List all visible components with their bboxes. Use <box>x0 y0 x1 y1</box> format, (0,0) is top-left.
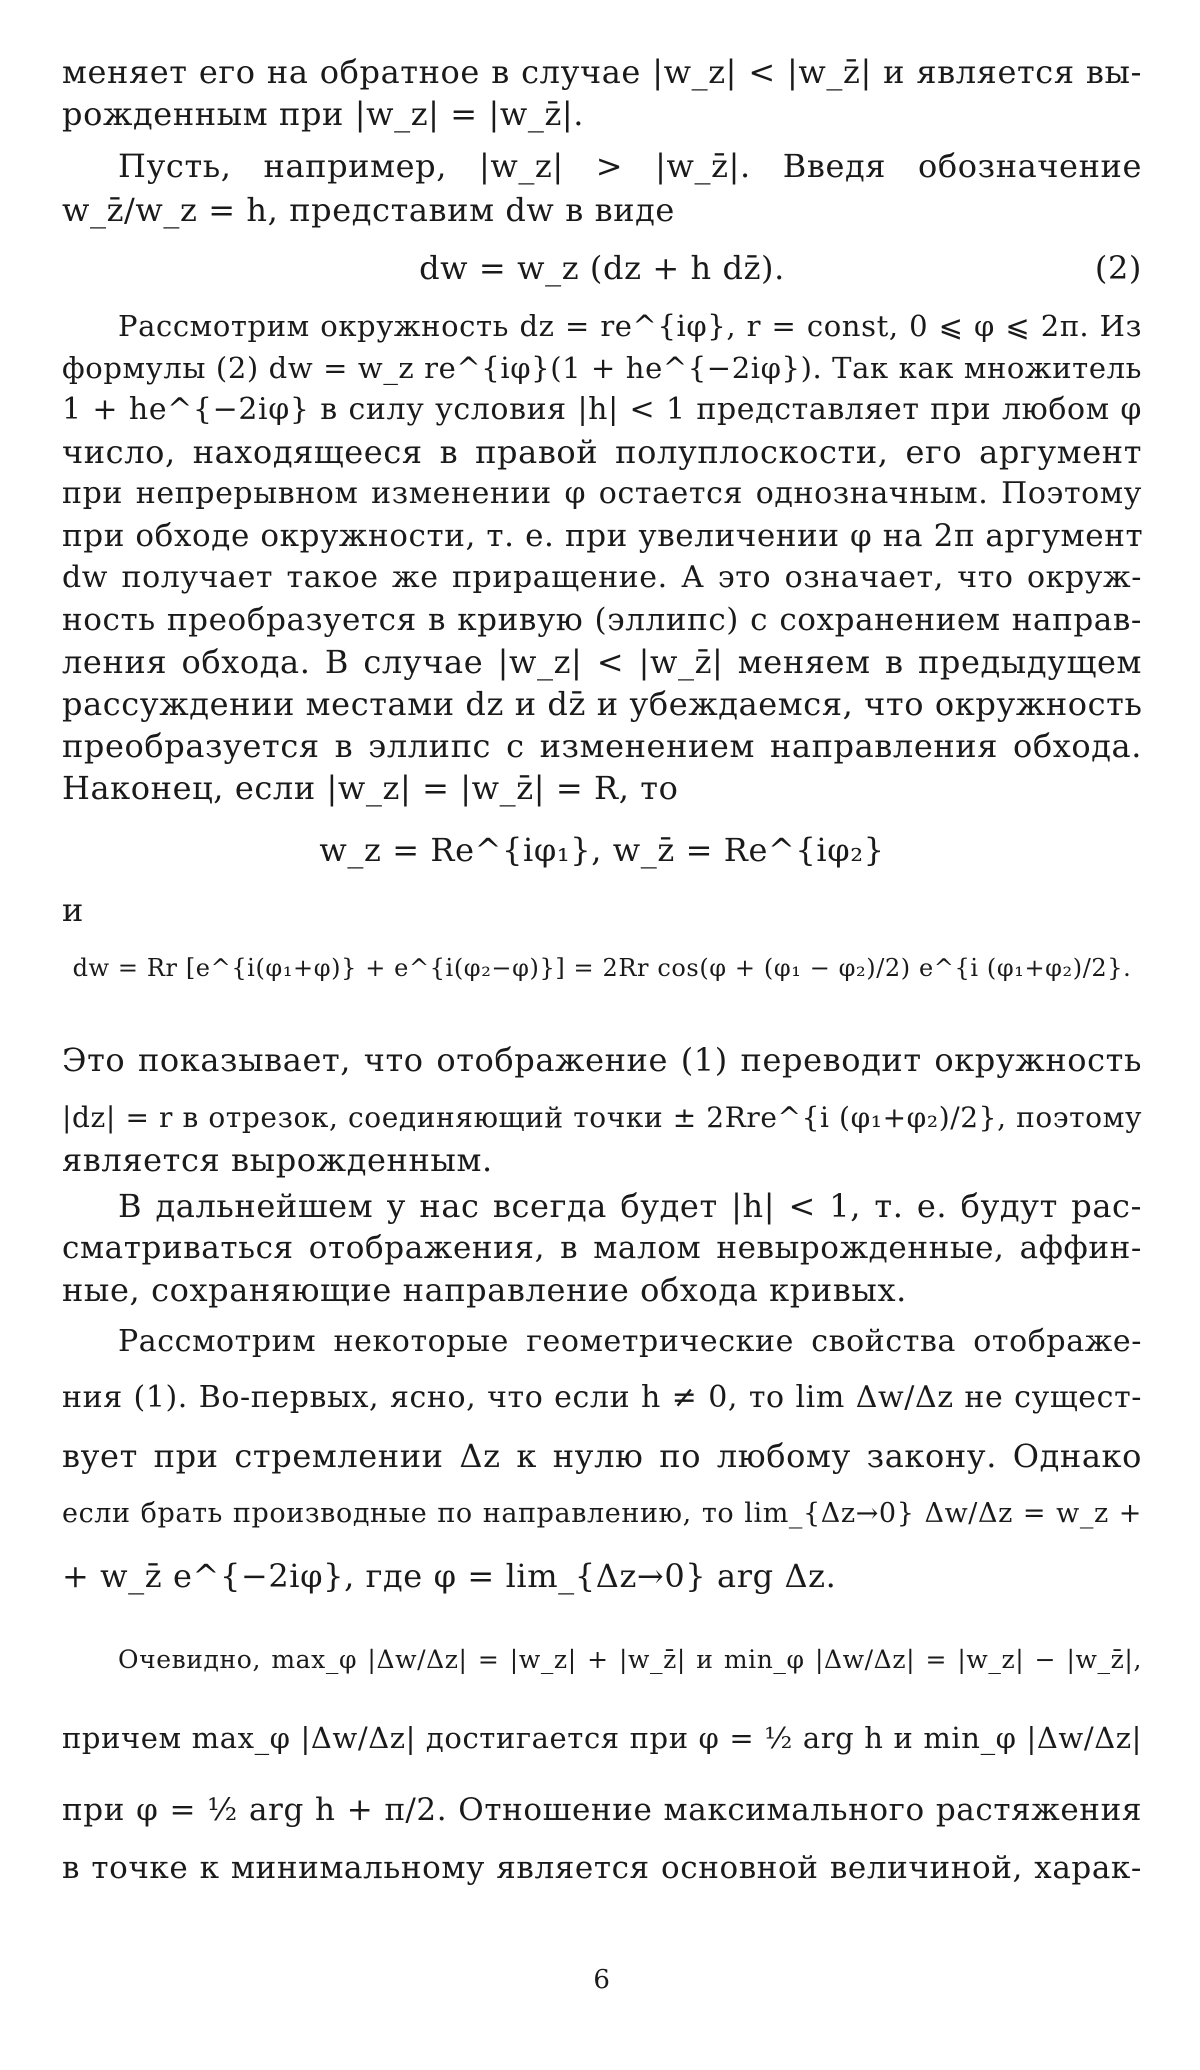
text-line: Наконец, если |w_z| = |w_z̄| = R, то <box>62 769 679 807</box>
text-line: при непрерывном изменении φ остается однозначным. Поэтому <box>62 476 1142 511</box>
text-line: рассуждении местами dz и dz̄ и убеждаемся, что окружность <box>62 685 1143 723</box>
text-line: меняет его на обратное в случае |w_z| < |w_z̄| и является вы- <box>62 53 1142 91</box>
text-line: w_z̄/w_z = h, представим dw в виде <box>62 191 675 229</box>
text-line: В дальнейшем у нас всегда будет |h| < 1, т. е. будут рас- <box>118 1187 1142 1225</box>
text-line: число, находящееся в правой полуплоскости, его аргумент <box>62 433 1142 471</box>
text-line: ния (1). Во-первых, ясно, что если h ≠ 0, то lim Δw/Δz не сущест- <box>62 1380 1142 1415</box>
text-line: Рассмотрим некоторые геометрические свойства отображе- <box>118 1324 1142 1359</box>
text-line: + w_z̄ e^{−2iφ}, где φ = lim_{Δz→0} arg Δz. <box>62 1557 837 1595</box>
text-line: при обходе окружности, т. е. при увеличении φ на 2π аргумент <box>62 518 1144 554</box>
text-line: Рассмотрим окружность dz = re^{iφ}, r = const, 0 ⩽ φ ⩽ 2π. Из <box>118 309 1142 343</box>
text-line: если брать производные по направлению, то lim_{Δz→0} Δw/Δz = w_z + <box>62 1498 1142 1529</box>
page-number: 6 <box>593 1965 611 1995</box>
text-line: |dz| = r в отрезок, соединяющий точки ± 2Rre^{i (φ₁+φ₂)/2}, поэтому <box>62 1101 1143 1134</box>
text-line: вует при стремлении Δz к нулю по любому закону. Однако <box>62 1437 1142 1475</box>
equation-2-body: dw = w_z (dz + h dz̄). <box>419 249 785 287</box>
text-line: Пусть, например, |w_z| > |w_z̄|. Введя обозначение <box>118 147 1142 185</box>
text-line: сматриваться отображения, в малом невырожденные, аффин- <box>62 1230 1142 1266</box>
equation-dw: dw = Rr [e^{i(φ₁+φ)} + e^{i(φ₂−φ)}] = 2Rr cos(φ + (φ₁ − φ₂)/2) e^{i (φ₁+φ₂)/2}. <box>72 954 1132 982</box>
text-line: ления обхода. В случае |w_z| < |w_z̄| меняем в предыдущем <box>62 643 1142 681</box>
text-line: и <box>62 891 84 929</box>
text-line: Очевидно, max_φ |Δw/Δz| = |w_z| + |w_z̄| и min_φ |Δw/Δz| = |w_z| − |w_z̄|, <box>118 1645 1142 1674</box>
text-line: 1 + he^{−2iφ} в силу условия |h| < 1 представляет при любом φ <box>62 392 1142 427</box>
equation-w: w_z = Re^{iφ₁}, w_z̄ = Re^{iφ₂} <box>319 831 885 869</box>
text-line: Это показывает, что отображение (1) переводит окружность <box>62 1041 1142 1079</box>
text-line: причем max_φ |Δw/Δz| достигается при φ = ½ arg h и min_φ |Δw/Δz| <box>62 1721 1142 1755</box>
text-line: рожденным при |w_z| = |w_z̄|. <box>62 95 585 133</box>
equation-2 <box>62 248 1142 288</box>
text-line: в точке к минимальному является основной величиной, харак- <box>62 1850 1142 1886</box>
text-line: формулы (2) dw = w_z re^{iφ}(1 + he^{−2iφ}). Так как множитель <box>62 351 1142 385</box>
equation-number: (2) <box>1094 249 1142 287</box>
text-line: ные, сохраняющие направление обхода кривых. <box>62 1271 907 1309</box>
text-line: при φ = ½ arg h + π/2. Отношение максимального растяжения <box>62 1792 1142 1828</box>
text-line: dw получает такое же приращение. А это означает, что окруж- <box>62 560 1142 595</box>
text-line: является вырожденным. <box>62 1141 493 1179</box>
text-line: преобразуется в эллипс с изменением направления обхода. <box>62 727 1142 765</box>
text-line: ность преобразуется в кривую (эллипс) с сохранением направ- <box>62 602 1142 638</box>
